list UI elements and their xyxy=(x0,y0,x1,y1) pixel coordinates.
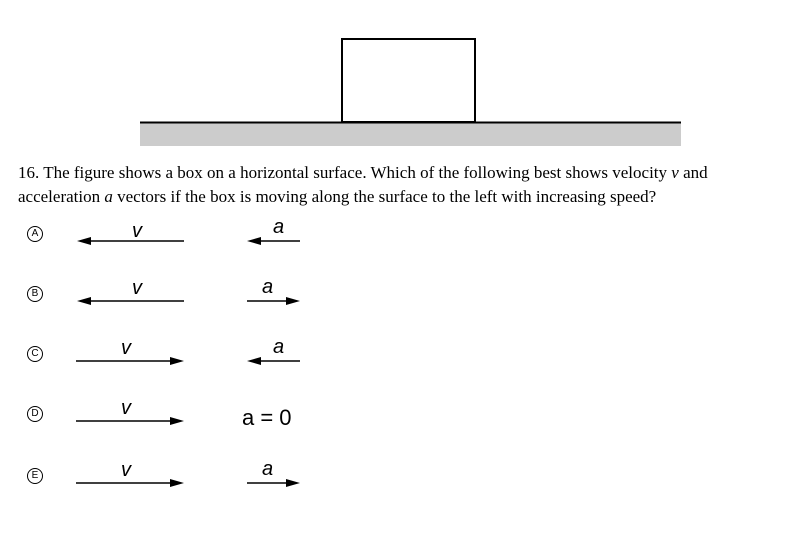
vector-diagram xyxy=(0,212,797,262)
velocity-label: v xyxy=(132,220,142,242)
box-on-surface-figure xyxy=(0,0,797,160)
choice-letter-badge[interactable]: B xyxy=(27,286,43,302)
choice-letter-badge[interactable]: A xyxy=(27,226,43,242)
velocity-label: v xyxy=(121,337,131,359)
vector-diagram xyxy=(0,454,797,504)
acceleration-label: a xyxy=(262,458,274,480)
question-text xyxy=(18,161,788,209)
acceleration-label: a xyxy=(273,216,285,238)
choice-letter-badge[interactable]: D xyxy=(27,406,43,422)
choice-a[interactable] xyxy=(0,212,797,262)
choice-e[interactable] xyxy=(0,454,797,504)
velocity-arrowhead-left xyxy=(77,297,91,305)
question-text-part1: The figure shows a box on a horizontal surface. Which of the following best shows velocity xyxy=(43,163,672,182)
vector-diagram xyxy=(0,272,797,322)
velocity-arrowhead-right xyxy=(170,479,184,487)
choice-letter-badge[interactable]: E xyxy=(27,468,43,484)
choice-c[interactable] xyxy=(0,332,797,382)
velocity-label: v xyxy=(132,277,142,299)
acceleration-arrowhead-right xyxy=(286,297,300,305)
vector-diagram xyxy=(0,392,797,442)
acceleration-arrowhead-right xyxy=(286,479,300,487)
velocity-arrowhead-right xyxy=(170,357,184,365)
vector-diagram xyxy=(0,332,797,382)
acceleration-arrowhead-left xyxy=(247,237,261,245)
velocity-label: v xyxy=(121,459,131,481)
choice-letter-badge[interactable]: C xyxy=(27,346,43,362)
velocity-symbol: v xyxy=(671,163,679,182)
box xyxy=(342,39,475,122)
question-text-part3: vectors if the box is moving along the surface to the left with increasing speed? xyxy=(112,187,657,206)
acceleration-label: a xyxy=(262,276,274,298)
acceleration-arrowhead-left xyxy=(247,357,261,365)
surface xyxy=(140,123,681,146)
question-number: 16. xyxy=(18,163,40,182)
acceleration-label: a xyxy=(273,336,285,358)
acceleration-zero-label: a = 0 xyxy=(242,405,292,430)
choice-b[interactable] xyxy=(0,272,797,322)
velocity-arrowhead-right xyxy=(170,417,184,425)
acceleration-symbol: a xyxy=(104,187,113,206)
choice-d[interactable] xyxy=(0,392,797,442)
velocity-label: v xyxy=(121,397,131,419)
question-text-part2: and acceleration xyxy=(18,163,708,206)
velocity-arrowhead-left xyxy=(77,237,91,245)
